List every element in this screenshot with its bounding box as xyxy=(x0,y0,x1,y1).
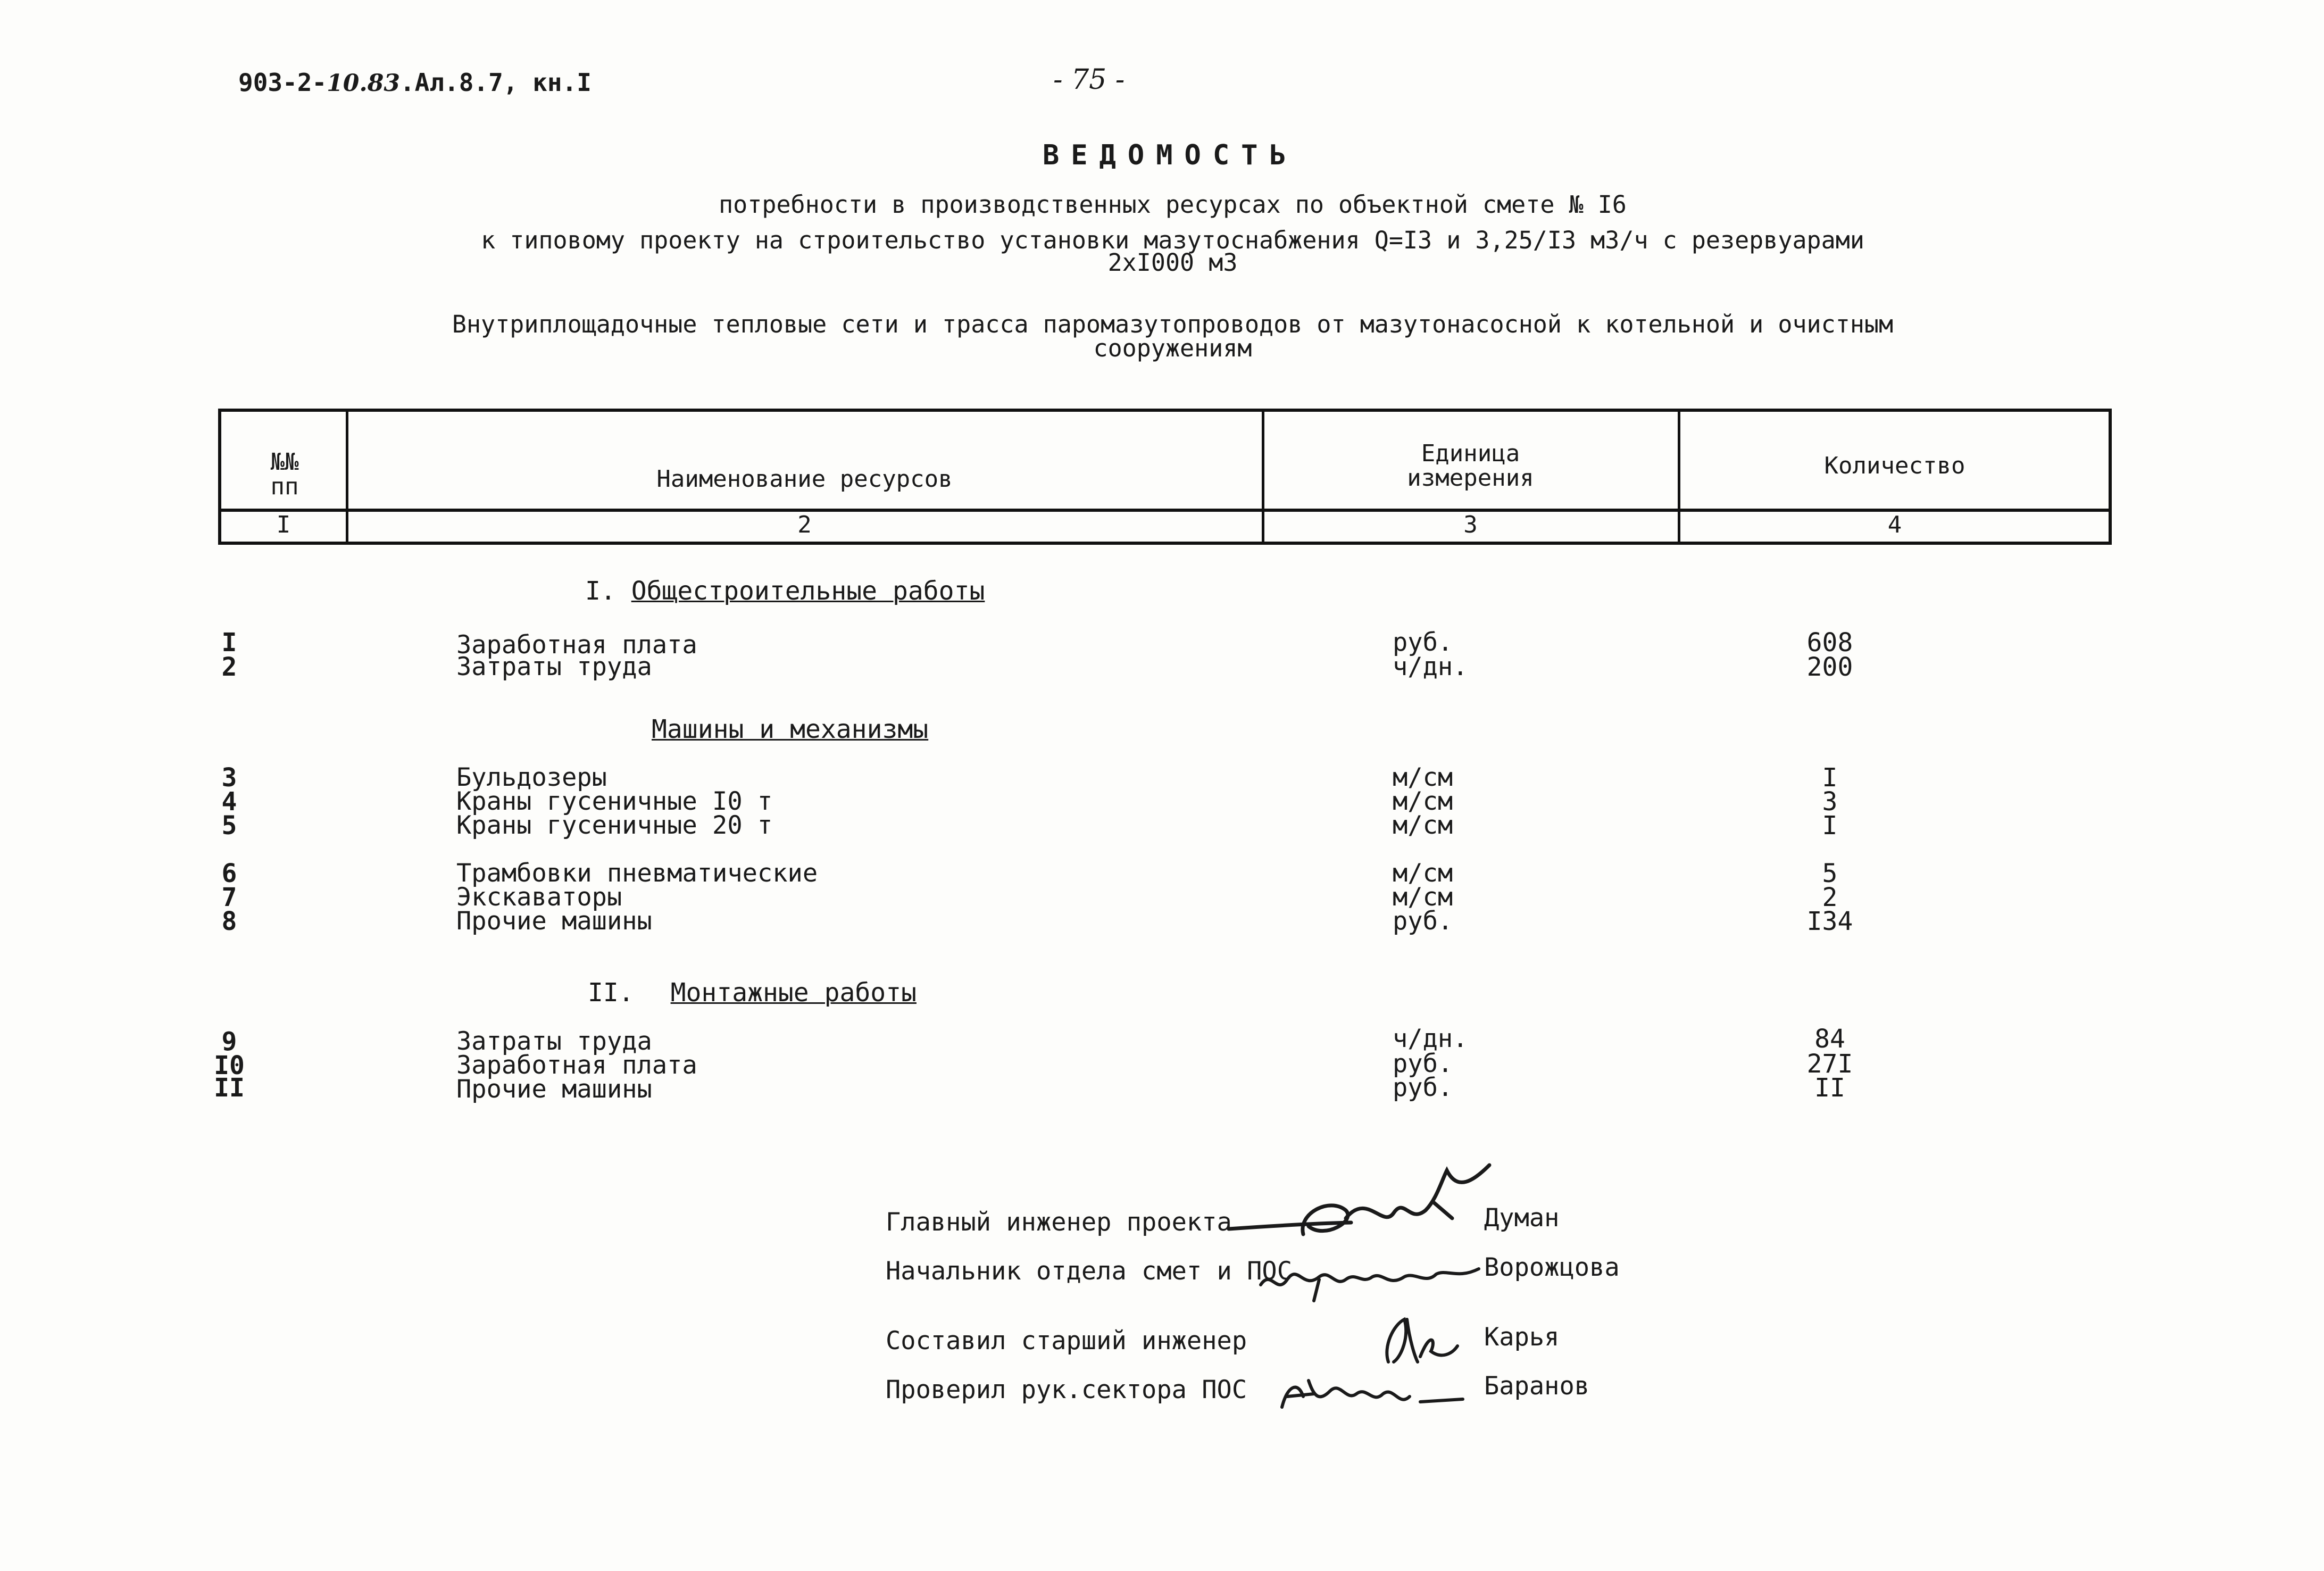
col-header-unit-line2: измерения xyxy=(1407,464,1534,492)
row-number: 6 xyxy=(221,859,237,888)
row-resource-name: Прочие машины xyxy=(456,907,652,936)
signature-scribble-chief-engineer xyxy=(1223,1160,1500,1261)
subtitle-line-4: Внутриплощадочные тепловые сети и трасса паромазутопроводов от мазутонасосной к котельной и очистным xyxy=(452,310,1894,338)
row-number: 3 xyxy=(221,763,237,793)
subtitle-line-2: к типовому проекту на строительство установки мазутоснабжения Q=I3 и 3,25/I3 м3/ч с резервуарами xyxy=(481,226,1864,254)
row-number: I xyxy=(221,628,237,658)
subtitle-line-3: 2хI000 м3 xyxy=(1107,248,1238,277)
row-quantity: 84 xyxy=(1814,1024,1845,1054)
col-header-name: Наименование ресурсов xyxy=(656,466,953,493)
row-quantity: 608 xyxy=(1806,628,1853,658)
signature-name: Думан xyxy=(1484,1203,1560,1233)
row-unit: м/см xyxy=(1393,883,1453,912)
signature-title: Начальник отдела смет и ПОС xyxy=(886,1257,1293,1286)
document-title: ВЕДОМОСТЬ xyxy=(1043,139,1298,171)
row-resource-name: Затраты труда xyxy=(456,652,652,681)
col-header-unit xyxy=(1264,442,1677,491)
row-resource-name: Краны гусеничные I0 т xyxy=(456,787,773,816)
row-number: 4 xyxy=(221,787,237,817)
section-name: Монтажные работы xyxy=(670,978,917,1008)
signature-title: Составил старший инженер xyxy=(886,1326,1247,1356)
row-unit: м/см xyxy=(1393,787,1453,816)
col-header-unit-line1: Единица xyxy=(1421,440,1520,467)
col-number-2: 2 xyxy=(797,511,812,538)
row-quantity: 5 xyxy=(1822,859,1838,888)
row-resource-name: Трамбовки пневматические xyxy=(456,859,818,888)
row-unit: м/см xyxy=(1393,859,1453,888)
signature-name: Баранов xyxy=(1484,1371,1590,1401)
section-title xyxy=(585,576,985,606)
signature-scribble-senior-engineer xyxy=(1378,1309,1463,1373)
col-header-number xyxy=(255,450,314,499)
row-resource-name: Прочие машины xyxy=(456,1075,652,1104)
row-unit: ч/дн. xyxy=(1393,1024,1468,1053)
row-unit: руб. xyxy=(1393,628,1453,657)
row-quantity: II xyxy=(1814,1073,1845,1103)
signature-scribble-sector-head xyxy=(1277,1365,1468,1423)
section-number: II. xyxy=(588,978,634,1008)
row-number: 8 xyxy=(221,907,237,936)
resource-table-header xyxy=(218,409,2112,548)
row-quantity: 27I xyxy=(1806,1049,1853,1079)
page-number: - 75 - xyxy=(1053,64,1125,96)
document-code xyxy=(238,68,592,97)
row-unit: руб. xyxy=(1393,907,1453,936)
signature-title: Главный инженер проекта xyxy=(886,1208,1232,1237)
signature-name: Ворожцова xyxy=(1484,1253,1620,1282)
subtitle-line-1: потребности в производственных ресурсах по объектной смете № I6 xyxy=(719,190,1627,219)
col-header-number-line1: №№ xyxy=(270,448,299,476)
section-number: I. xyxy=(585,576,616,606)
row-number: 9 xyxy=(221,1027,237,1057)
row-unit: руб. xyxy=(1393,1073,1453,1102)
row-unit: м/см xyxy=(1393,811,1453,840)
row-resource-name: Экскаваторы xyxy=(456,883,622,912)
col-number-1: I xyxy=(276,511,291,538)
doc-code-prefix: 903-2- xyxy=(238,68,327,97)
row-quantity: 2 xyxy=(1822,883,1838,912)
col-header-number-line2: пп xyxy=(270,473,299,500)
row-resource-name: Затраты труда xyxy=(456,1027,652,1056)
row-quantity: I34 xyxy=(1806,907,1853,936)
signature-name: Карья xyxy=(1484,1323,1560,1352)
row-resource-name: Заработная плата xyxy=(456,1051,697,1080)
row-quantity: 200 xyxy=(1806,652,1853,682)
doc-code-suffix: .Ал.8.7, кн.I xyxy=(399,68,592,97)
row-unit: ч/дн. xyxy=(1393,652,1468,681)
row-quantity: I xyxy=(1822,811,1838,841)
subsection-title xyxy=(652,714,928,744)
row-resource-name: Заработная плата xyxy=(456,630,697,660)
table-header-divider xyxy=(218,509,2112,512)
signature-scribble-head-dept xyxy=(1255,1248,1495,1306)
subtitle-line-5: сооружениям xyxy=(1093,334,1252,362)
section-title xyxy=(588,978,917,1008)
col-number-4: 4 xyxy=(1887,511,1902,538)
row-quantity: 3 xyxy=(1822,787,1838,817)
signature-title: Проверил рук.сектора ПОС xyxy=(886,1375,1247,1404)
doc-code-handwritten: 10.83 xyxy=(327,70,400,97)
subsection-name: Машины и механизмы xyxy=(652,714,929,744)
row-number: 2 xyxy=(221,652,237,682)
row-number: 5 xyxy=(221,811,237,841)
row-number: II xyxy=(214,1073,245,1103)
row-resource-name: Бульдозеры xyxy=(456,763,607,792)
row-number: 7 xyxy=(221,883,237,912)
col-number-3: 3 xyxy=(1463,511,1478,538)
row-resource-name: Краны гусеничные 20 т xyxy=(456,811,773,840)
col-divider-3 xyxy=(1678,409,1680,545)
row-number: I0 xyxy=(214,1051,245,1080)
row-quantity: I xyxy=(1822,763,1838,793)
col-header-quantity: Количество xyxy=(1824,452,1965,479)
row-unit: руб. xyxy=(1393,1049,1453,1078)
section-name: Общестроительные работы xyxy=(631,576,985,606)
row-unit: м/см xyxy=(1393,763,1453,792)
